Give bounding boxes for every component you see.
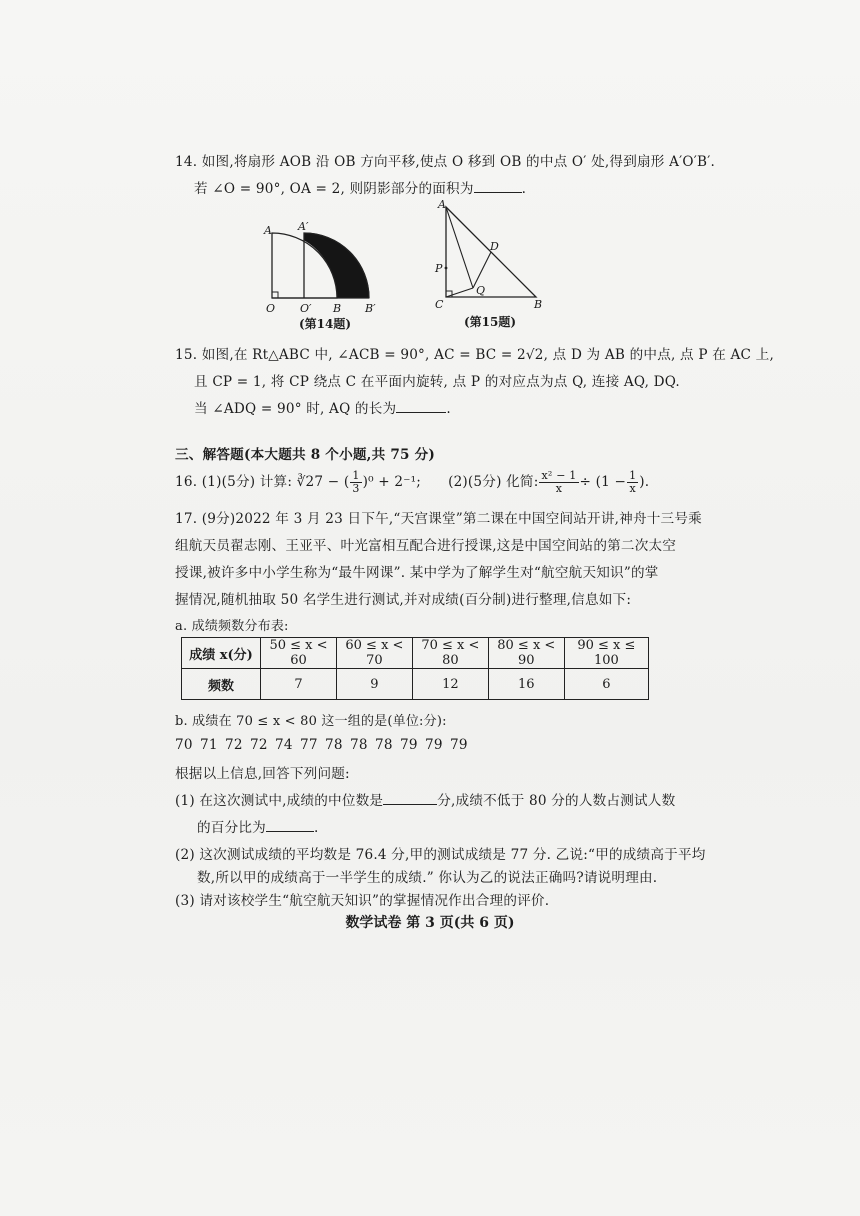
table-cell-range: 70 ≤ x < 80	[412, 638, 488, 669]
q16-part2c: ).	[639, 474, 650, 490]
q17-sub1-b: 分,成绩不低于 80 分的人数占测试人数	[437, 793, 676, 809]
q16-frac-x2	[539, 470, 578, 495]
q16-part2b: ÷ (1 −	[579, 474, 627, 490]
label-A: A	[264, 224, 272, 237]
score: 78	[350, 737, 368, 753]
table-cell-range: 60 ≤ x < 70	[336, 638, 412, 669]
q16-part1: 16. (1)(5分) 计算: ∛27 − (	[175, 474, 350, 490]
table-cell-range: 80 ≤ x < 90	[488, 638, 564, 669]
score: 71	[200, 737, 218, 753]
q14-text: 若 ∠O = 90°, OA = 2, 则阴影部分的面积为	[194, 181, 474, 197]
label-B: B	[333, 302, 342, 315]
table-row-ranges	[182, 638, 649, 669]
score: 78	[325, 737, 343, 753]
label-O-prime: O′	[300, 302, 312, 315]
q17-line-2: 组航天员翟志刚、王亚平、叶光富相互配合进行授课,这是中国空间站的第二次太空	[175, 538, 677, 554]
q17-b-label: b. 成绩在 70 ≤ x < 80 这一组的是(单位:分):	[175, 714, 447, 729]
q16-frac2-den: x	[555, 482, 563, 495]
table-header-frequency: 频数	[182, 669, 261, 700]
q14-end: .	[521, 181, 527, 197]
q17-sub1-c: 的百分比为	[197, 820, 266, 836]
q15-line-1: 15. 如图,在 Rt△ABC 中, ∠ACB = 90°, AC = BC = 2√2, 点 D 为 AB 的中点, 点 P 在 AC 上,	[175, 347, 774, 363]
label-A: A	[438, 198, 446, 211]
figure-15-caption: (第15题)	[464, 315, 517, 329]
figure-14	[262, 222, 392, 322]
q17-intro: 根据以上信息,回答下列问题:	[175, 766, 350, 782]
q15-text: 当 ∠ADQ = 90° 时, AQ 的长为	[194, 401, 397, 417]
table-row-counts	[182, 669, 649, 700]
q15-line-3	[194, 397, 451, 417]
table-cell-count: 7	[261, 669, 337, 700]
table-cell-count: 16	[488, 669, 564, 700]
q14-line-1: 14. 如图,将扇形 AOB 沿 OB 方向平移,使点 O 移到 OB 的中点 O′ 处,得到扇形 A′O′B′.	[175, 154, 716, 170]
label-A-prime: A′	[298, 220, 309, 233]
score: 72	[250, 737, 268, 753]
q15-answer-blank	[396, 412, 446, 413]
table-cell-count: 6	[564, 669, 648, 700]
label-B-prime: B′	[365, 302, 376, 315]
q16-frac1-num: 1	[352, 469, 360, 482]
label-O: O	[266, 302, 276, 315]
q17-scores	[175, 737, 475, 753]
q17-sub1-end: .	[313, 820, 319, 836]
q16-frac1-den: 3	[352, 482, 360, 495]
q17-sub3: (3) 请对该校学生“航空航天知识”的掌握情况作出合理的评价.	[175, 893, 550, 909]
score: 78	[375, 737, 393, 753]
q16-part1b: )⁰ + 2⁻¹;	[362, 474, 422, 490]
q17-median-blank	[383, 804, 437, 805]
score: 70	[175, 737, 193, 753]
q17-percent-blank	[266, 831, 314, 832]
score: 72	[225, 737, 243, 753]
label-C: C	[435, 298, 444, 311]
q16-frac3-num: 1	[629, 469, 637, 482]
table-header-score: 成绩 x(分)	[182, 638, 261, 669]
score: 74	[275, 737, 293, 753]
label-B: B	[534, 298, 543, 311]
q16-frac-1-3	[350, 470, 361, 495]
q17-sub1-a: (1) 在这次测试中,成绩的中位数是	[175, 793, 384, 809]
frequency-table	[181, 637, 649, 700]
q17-line-1: 17. (9分)2022 年 3 月 23 日下午,“天宫课堂”第二课在中国空间站开讲,神舟十三号乘	[175, 511, 702, 527]
figure-14-caption: (第14题)	[299, 317, 352, 331]
label-Q: Q	[476, 284, 486, 297]
q17-line-3: 授课,被许多中小学生称为“最牛网课”. 某中学为了解学生对“航空航天知识”的掌	[175, 565, 659, 581]
score: 79	[425, 737, 443, 753]
q17-sub1-line-1	[175, 789, 675, 809]
q15-end: .	[446, 401, 451, 417]
q16-frac-1-x	[627, 470, 638, 495]
q15-line-2: 且 CP = 1, 将 CP 绕点 C 在平面内旋转, 点 P 的对应点为点 Q, 连接 AQ, DQ.	[194, 374, 680, 390]
label-D: D	[490, 240, 499, 253]
label-P: P	[435, 262, 443, 275]
q17-line-4: 握情况,随机抽取 50 名学生进行测试,并对成绩(百分制)进行整理,信息如下:	[175, 592, 632, 608]
q16-frac3-den: x	[629, 482, 636, 495]
q16-part2: (2)(5分) 化简:	[448, 474, 539, 490]
table-cell-range: 90 ≤ x ≤ 100	[564, 638, 648, 669]
q16-line	[175, 470, 649, 495]
q14-line-2	[194, 177, 526, 197]
q17-a-label: a. 成绩频数分布表:	[175, 619, 289, 634]
q17-sub2-line-2: 数,所以甲的成绩高于一半学生的成绩.” 你认为乙的说法正确吗?请说明理由.	[197, 870, 658, 886]
score: 79	[450, 737, 468, 753]
table-cell-range: 50 ≤ x < 60	[261, 638, 337, 669]
table-cell-count: 12	[412, 669, 488, 700]
q14-answer-blank	[474, 192, 522, 193]
q17-sub1-line-2	[197, 816, 319, 836]
table-cell-count: 9	[336, 669, 412, 700]
figure-15	[430, 200, 550, 315]
q16-frac2-num: x² − 1	[541, 469, 577, 482]
page-footer: 数学试卷 第 3 页(共 6 页)	[345, 915, 515, 931]
section-3-heading: 三、解答题(本大题共 8 个小题,共 75 分)	[175, 447, 436, 463]
q17-sub2-line-1: (2) 这次测试成绩的平均数是 76.4 分,甲的测试成绩是 77 分. 乙说:“甲的成绩高于平均	[175, 847, 706, 863]
score: 79	[400, 737, 418, 753]
score: 77	[300, 737, 318, 753]
